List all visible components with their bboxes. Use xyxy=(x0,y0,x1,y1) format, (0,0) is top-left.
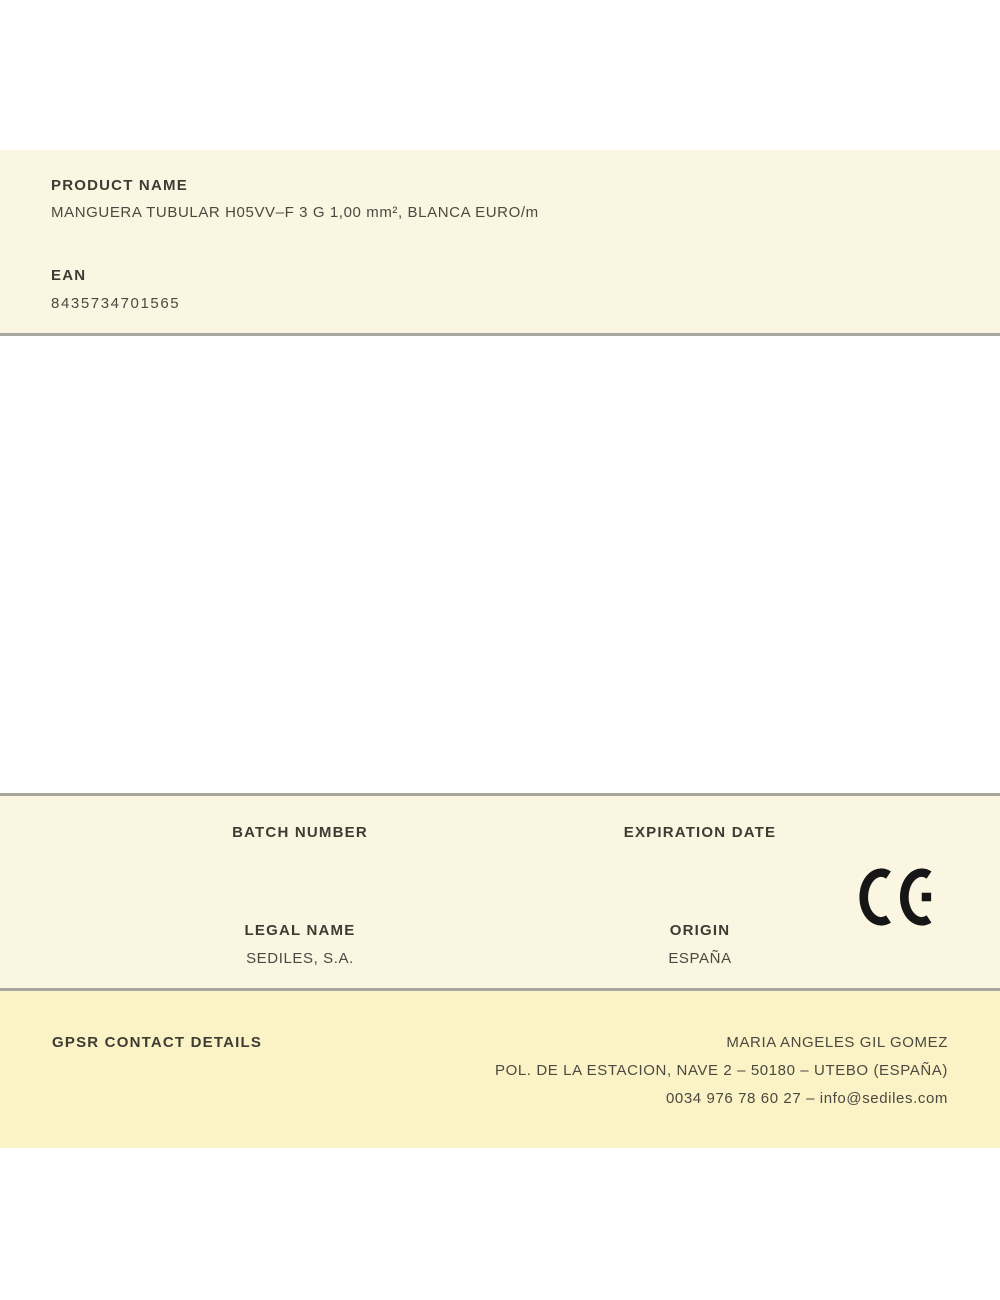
gpsr-contact-name: MARIA ANGELES GIL GOMEZ xyxy=(726,1034,948,1051)
origin-field xyxy=(500,921,900,969)
gpsr-contact-address: POL. DE LA ESTACION, NAVE 2 – 50180 – UTEBO (ESPAÑA) xyxy=(494,1062,948,1079)
origin-value: ESPAÑA xyxy=(668,950,732,967)
gpsr-contact-phone-email: 0034 976 78 60 27 – info@sediles.com xyxy=(665,1090,948,1107)
gpsr-contact-label: GPSR CONTACT DETAILS xyxy=(52,1034,263,1051)
origin-label: ORIGIN xyxy=(669,922,731,939)
legal-name-field xyxy=(100,921,500,969)
ean-label: EAN xyxy=(51,267,87,284)
batch-number-field xyxy=(100,823,500,851)
batch-number-label: BATCH NUMBER xyxy=(232,824,368,841)
gpsr-row xyxy=(52,1033,948,1113)
batch-section xyxy=(0,793,1000,991)
batch-expiration-row xyxy=(0,823,1000,851)
expiration-date-label: EXPIRATION DATE xyxy=(623,824,777,841)
product-name-label: PRODUCT NAME xyxy=(51,177,188,194)
ce-marking-icon xyxy=(858,867,942,927)
gpsr-contact-details xyxy=(495,1029,948,1113)
legal-origin-row xyxy=(0,921,1000,969)
legal-name-label: LEGAL NAME xyxy=(244,922,356,939)
gpsr-section xyxy=(0,991,1000,1148)
product-name-value: MANGUERA TUBULAR H05VV–F 3 G 1,00 mm², BLANCA EURO/m xyxy=(51,204,539,221)
product-section xyxy=(0,150,1000,336)
expiration-date-field xyxy=(500,823,900,851)
ean-value: 8435734701565 xyxy=(51,295,181,312)
legal-name-value: SEDILES, S.A. xyxy=(246,950,354,967)
